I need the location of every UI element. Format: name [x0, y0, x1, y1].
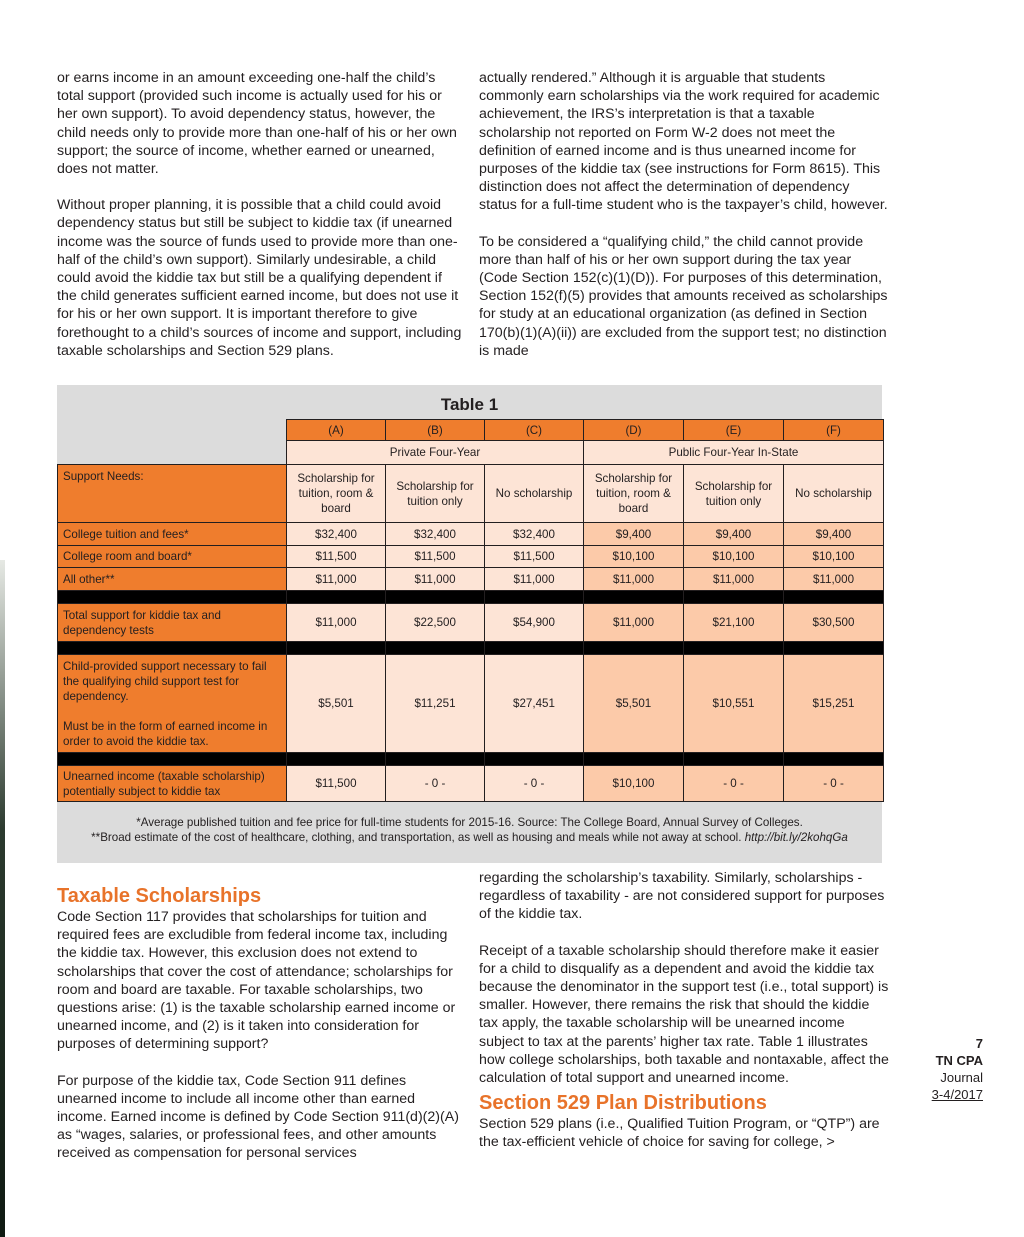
row-label [58, 655, 287, 753]
col-letter: (A) [287, 420, 386, 441]
section-heading-529: Section 529 Plan Distributions [479, 1092, 767, 1115]
row-label: Total support for kiddie tax and dependency tests [58, 604, 287, 642]
left-column-bottom [57, 884, 462, 1163]
column-letter-row [58, 420, 884, 441]
cell: $11,000 [784, 568, 884, 591]
col-head: Scholarship for tuition, room & board [287, 465, 386, 523]
left-edge-strip [0, 0, 7, 1237]
col-head: No scholarship [784, 465, 884, 523]
cell: $11,000 [287, 568, 386, 591]
left-edge-shadow [0, 560, 5, 1237]
paragraph: Receipt of a taxable scholarship should therefore make it easier for a child to disqualify as a dependent and avoid the kiddie tax because the denominator in the support test (i.e., total support) is smaller. However, there remains the risk that should the kiddie tax apply, the taxable scholarship will be unearned income subject to tax at the parents’ higher tax rate. Table 1 illustrates how college scholarships, both taxable and nontaxable, affect the calculation of total support and unearned income. [479, 942, 889, 1087]
row-label: College room and board* [58, 546, 287, 568]
cell: - 0 - [684, 766, 784, 802]
col-head: Scholarship for tuition only [386, 465, 485, 523]
table-1 [57, 419, 884, 802]
col-letter: (D) [584, 420, 684, 441]
row-label-line1: Child-provided support necessary to fail the qualifying child support test for dependency. [63, 659, 267, 703]
cell: $5,501 [287, 655, 386, 753]
paragraph: actually rendered.” Although it is arguable that students commonly earn scholarships via the work required for academic achievement, the IRS’s interpretation is that a taxable scholarship not reported on Form W-2 does not meet the definition of earned income and is thus unearned income for purposes of the kiddie tax (see instructions for Form 8615). This distinction does not affect the determination of dependency status for a full-time student who is the taxpayer’s child, however. [479, 70, 888, 214]
page-number: 7 [975, 1036, 983, 1051]
right-column-bottom [479, 869, 889, 1152]
paragraph: regarding the scholarship’s taxability. Similarly, scholarships - regardless of taxability - are not considered support for purposes of the kiddie tax. [479, 870, 885, 923]
paragraph: To be considered a “qualifying child,” the child cannot provide more than half of his or her own support during the tax year (Code Section 152(c)(1)(D)). For purposes of this determination, Section 152(f)(5) provides that amounts received as scholarships for study at an educational organization (as defined in Section 170(b)(1)(A)(ii)) are excluded from the support test; no distinction is made [479, 233, 888, 359]
table-row [58, 523, 884, 546]
cell: $10,100 [684, 546, 784, 568]
cell: $11,000 [684, 568, 784, 591]
cell: $11,000 [584, 568, 684, 591]
cell: $15,251 [784, 655, 884, 753]
cell: $9,400 [784, 523, 884, 546]
support-needs-label: Support Needs: [58, 465, 287, 523]
table-footnote-2 [57, 830, 882, 846]
row-label: Unearned income (taxable scholarship) potentially subject to kiddie tax [58, 766, 287, 802]
group-private: Private Four-Year [287, 441, 584, 465]
col-head: Scholarship for tuition only [684, 465, 784, 523]
table-footnote-1: *Average published tuition and fee price for full-time students for 2015-16. Source: The College Board, Annual Survey of Colleges. [136, 816, 803, 829]
col-letter: (B) [386, 420, 485, 441]
unearned-row [58, 766, 884, 802]
cell: $11,500 [287, 546, 386, 568]
column-header-row [58, 465, 884, 523]
paragraph: For purpose of the kiddie tax, Code Section 911 defines unearned income to include all income other than earned income. Earned income is defined by Code Section 911(d)(2)(A) as “wages, salaries, or professional fees, and other amounts received as compensation for personal services [57, 1072, 459, 1162]
cell: $10,100 [784, 546, 884, 568]
cell: $9,400 [684, 523, 784, 546]
group-header-row [58, 441, 884, 465]
cell: $10,100 [584, 546, 684, 568]
cell: - 0 - [784, 766, 884, 802]
cell: $22,500 [386, 604, 485, 642]
cell: $5,501 [584, 655, 684, 753]
cell: $11,000 [584, 604, 684, 642]
cell: $30,500 [784, 604, 884, 642]
table-panel [57, 385, 882, 863]
right-column-top [479, 69, 889, 360]
cell: - 0 - [386, 766, 485, 802]
cell: $32,400 [287, 523, 386, 546]
cell: $10,551 [684, 655, 784, 753]
total-row [58, 604, 884, 642]
row-label: College tuition and fees* [58, 523, 287, 546]
divider-row [58, 642, 884, 655]
col-head: No scholarship [485, 465, 584, 523]
footnote-text: **Broad estimate of the cost of healthcare, clothing, and transportation, as well as housing and meals while not away at school. [91, 831, 742, 844]
cell: $11,000 [287, 604, 386, 642]
group-public: Public Four-Year In-State [584, 441, 884, 465]
cell: - 0 - [485, 766, 584, 802]
issue-date[interactable]: 3-4/2017 [931, 1087, 983, 1102]
child-support-row [58, 655, 884, 753]
page-footer [920, 1035, 983, 1103]
divider-row [58, 591, 884, 604]
paragraph: Section 529 plans (i.e., Qualified Tuition Program, or “QTP”) are the tax-efficient vehicle of choice for saving for college, > [479, 1116, 880, 1151]
cell: $54,900 [485, 604, 584, 642]
cell: $9,400 [584, 523, 684, 546]
table-row [58, 568, 884, 591]
cell: $11,000 [485, 568, 584, 591]
journal-label: Journal [940, 1070, 983, 1085]
cell: $11,500 [386, 546, 485, 568]
journal-name: TN CPA [935, 1053, 983, 1068]
section-heading-taxable: Taxable Scholarships [57, 885, 262, 907]
paragraph: Code Section 117 provides that scholarships for tuition and required fees are excludible from federal income tax, including the kiddie tax. However, this exclusion does not extend to scholarships that cover the cost of attendance; scholarships for room and board are taxable. For taxable scholarships, two questions arise: (1) is the taxable scholarship earned income or unearned income, and (2) is it taken into consideration for purposes of determining support? [57, 909, 456, 1053]
paragraph: or earns income in an amount exceeding one-half the child’s total support (provided such income is actually used for his or her own support). To avoid dependency status, however, the child needs only to provide more than one-half of his or her own support; the source of income, whether earned or unearned, does not matter. [57, 70, 457, 178]
divider-row [58, 753, 884, 766]
footnote-link[interactable]: http://bit.ly/2kohqGa [744, 831, 848, 844]
left-column-top [57, 69, 462, 360]
cell: $32,400 [485, 523, 584, 546]
col-head: Scholarship for tuition, room & board [584, 465, 684, 523]
cell: $32,400 [386, 523, 485, 546]
paragraph: Without proper planning, it is possible that a child could avoid dependency status but still be subject to kiddie tax (if unearned income was the source of funds used to provide more than one-half of the child’s own support). Similarly undesirable, a child could avoid the kiddie tax but still be a qualifying dependent if the child generates sufficient earned income, but does not use it for his or her own support. It is important therefore to give forethought to a child’s sources of income and support, including taxable scholarships and Section 529 plans. [57, 197, 462, 359]
table-title: Table 1 [440, 395, 499, 414]
table-row [58, 546, 884, 568]
col-letter: (E) [684, 420, 784, 441]
cell: $27,451 [485, 655, 584, 753]
cell: $21,100 [684, 604, 784, 642]
cell: $10,100 [584, 766, 684, 802]
row-label: All other** [58, 568, 287, 591]
col-letter: (C) [485, 420, 584, 441]
row-label-line2: Must be in the form of earned income in order to avoid the kiddie tax. [63, 719, 268, 748]
col-letter: (F) [784, 420, 884, 441]
cell: $11,500 [287, 766, 386, 802]
cell: $11,500 [485, 546, 584, 568]
cell: $11,251 [386, 655, 485, 753]
cell: $11,000 [386, 568, 485, 591]
